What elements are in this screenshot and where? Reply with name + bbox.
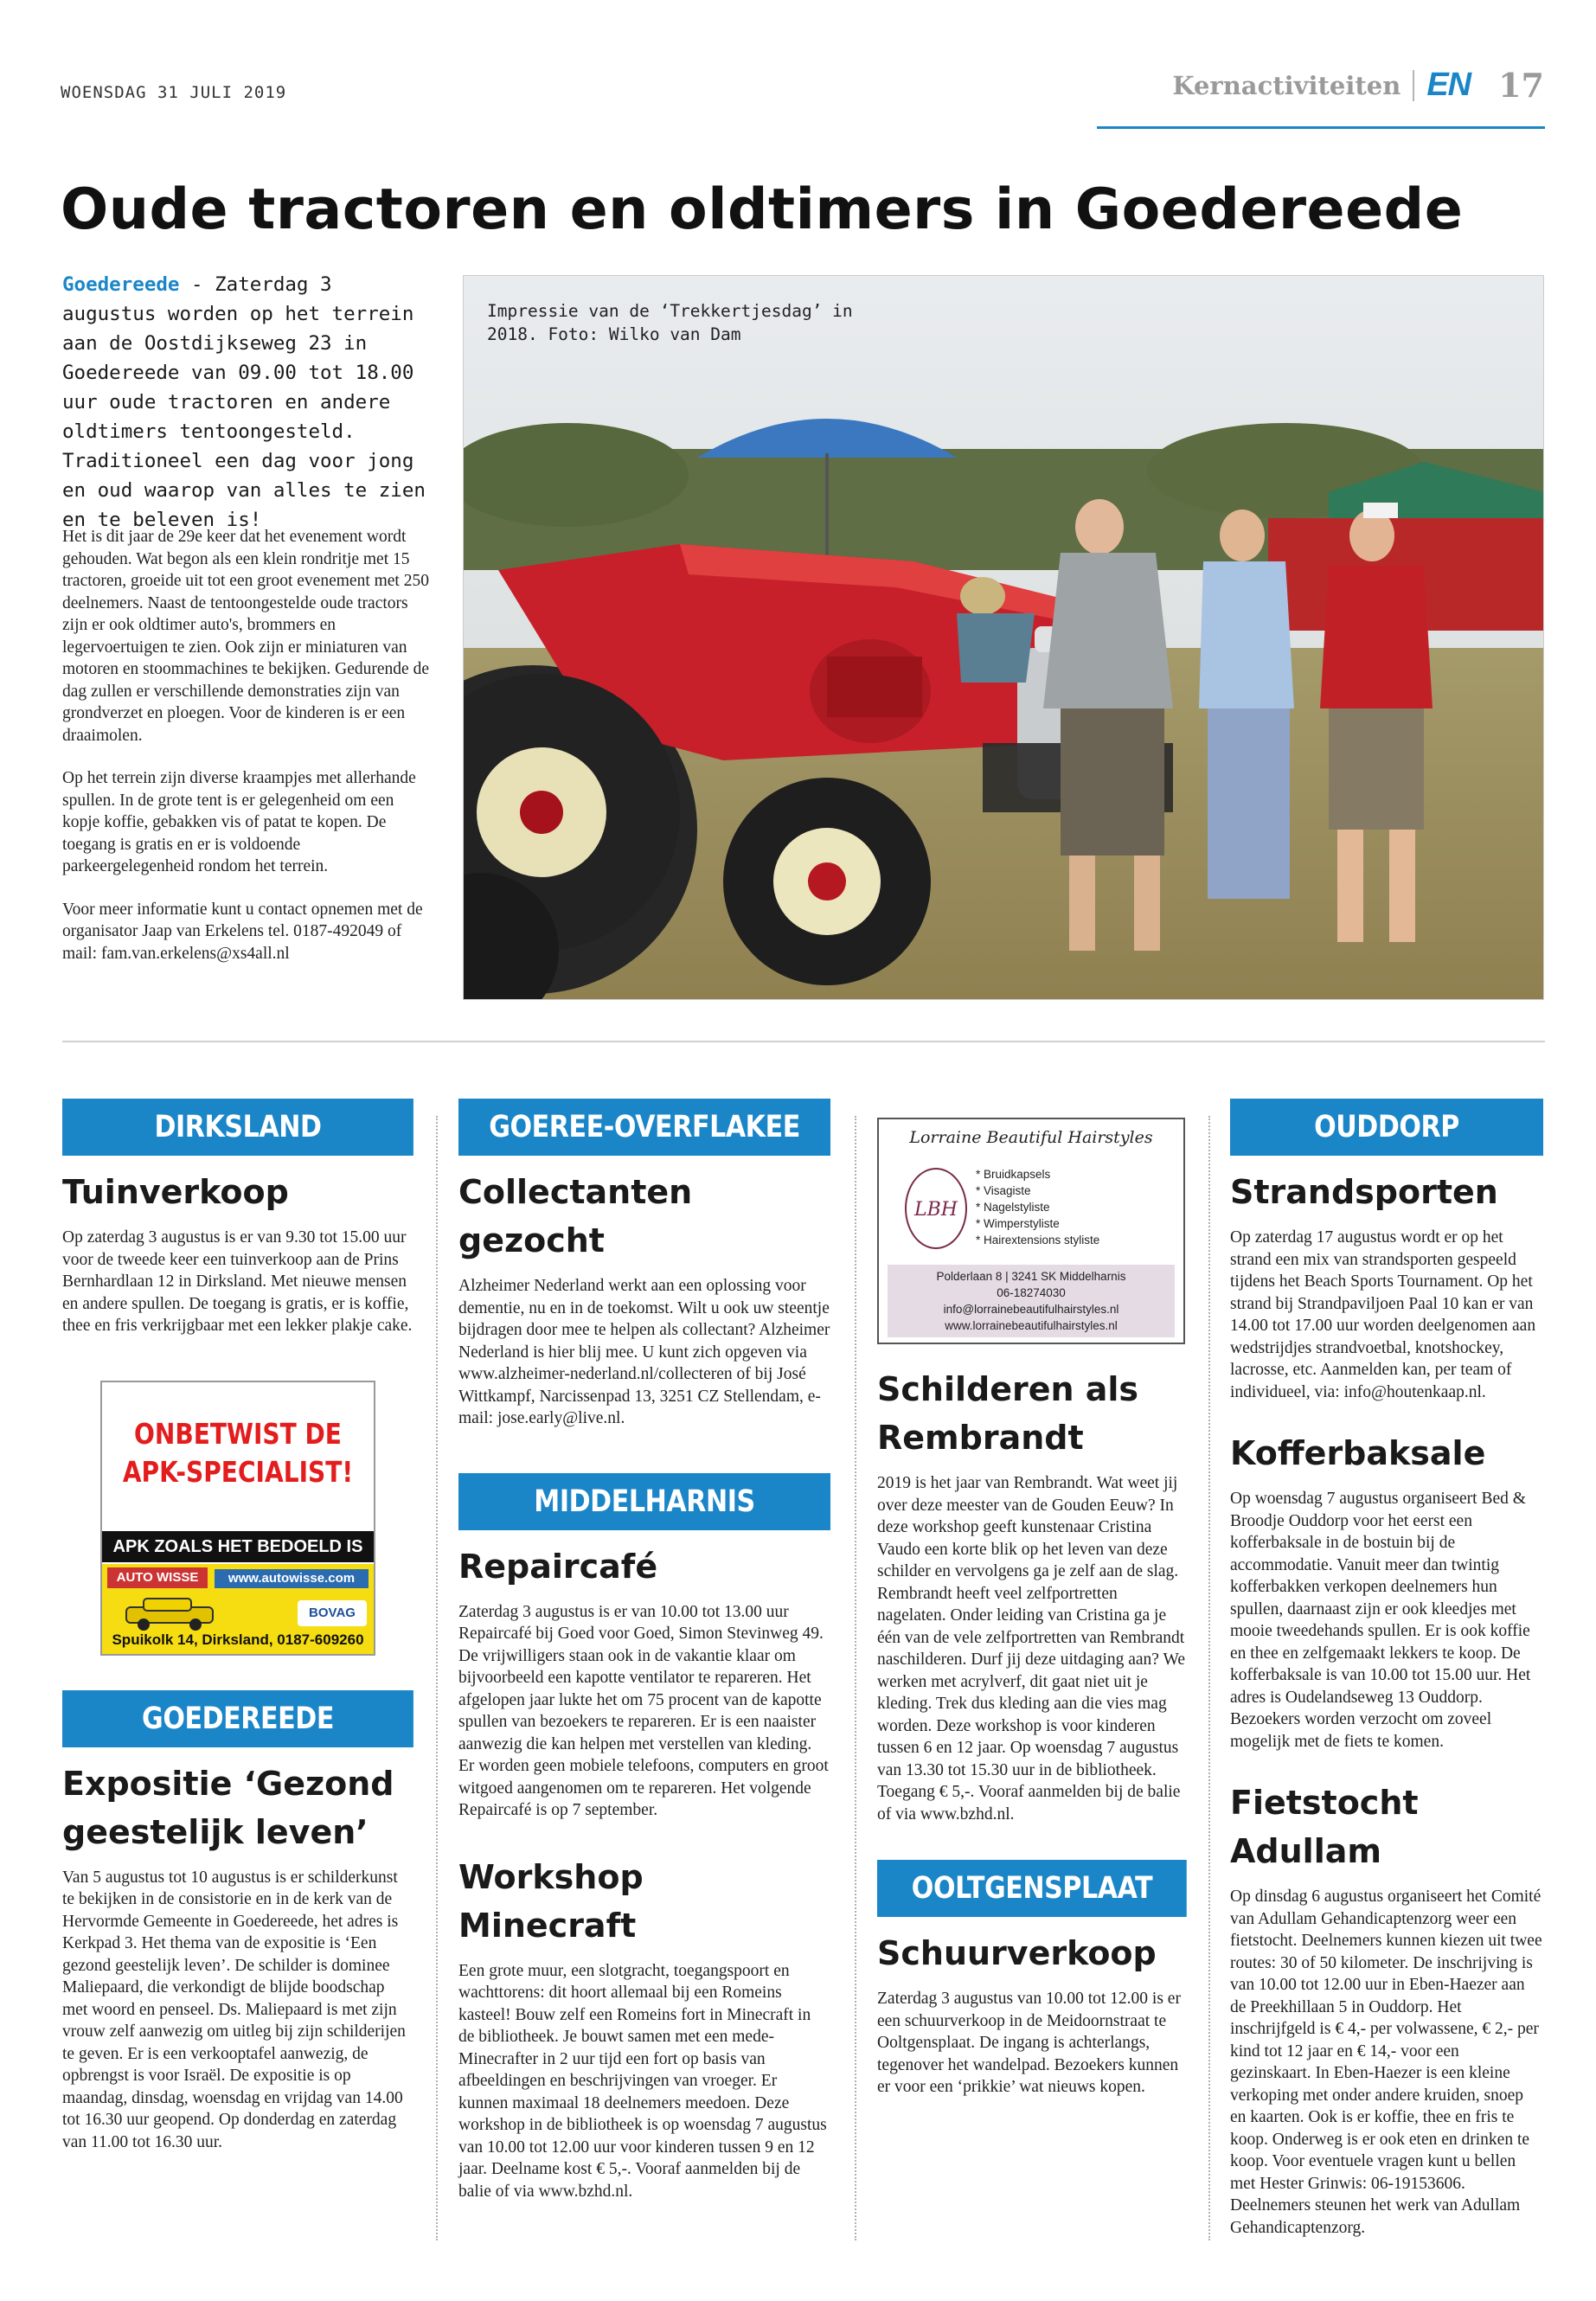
region-banner-label: DIRKSLAND [62, 1099, 413, 1156]
region-banner-label: MIDDELHARNIS [458, 1473, 830, 1530]
article-body [62, 526, 434, 985]
contact-block [888, 1265, 1175, 1337]
header-rule [1097, 126, 1545, 129]
article-title: Schuurverkoop [877, 1934, 1157, 1972]
article-paragraph: Op het terrein zijn diverse kraampjes met allerhande spullen. In de grote tent is er gelegenheid om een kopje koffie, gebakken vis of patat te kopen. De toegang is gratis en er is voldoende parkeergelegenheid rondom het terrein. [62, 769, 416, 875]
region-banner-goedereede [62, 1690, 413, 1747]
ad-headline: ONBETWIST DE APK-SPECIALIST! [122, 1416, 354, 1489]
lorraine-advertisement[interactable] [877, 1118, 1185, 1344]
lead-text: - Zaterdag 3 augustus worden op het terrein aan de Oostdijkseweg 23 in Goedereede van 09.00 tot 18.00 uur oude tractoren en andere oldtimers tentoongesteld. Traditioneel een dag voor jong en oud waarop van alles te zien en te beleven is! [62, 273, 426, 531]
issue-date: WOENSDAG 31 JULI 2019 [61, 83, 287, 102]
region-banner-label: OOLTGENSPLAAT [877, 1860, 1187, 1917]
article-text: Alzheimer Nederland werkt aan een oplossing voor dementie, nu en in de toekomst. Wilt u ook uw steentje bijdragen door mee te helpen als collectant? Alzheimer Nederland is hier blij mee. U kunt zich opgeven via www.alzheimer-nederland.nl/collecteren of bij José Wittkampf, Narcissenpad 13, 3251 CZ Stellendam, e-mail: jose.early@live.nl. [458, 1277, 830, 1427]
bovag-logo: BOVAG [298, 1600, 367, 1626]
page-number: 17 [1498, 66, 1544, 105]
ad-address: Spuikolk 14, Dirksland, 0187-609260 [112, 1631, 364, 1648]
article-title: Kofferbaksale [1230, 1434, 1486, 1472]
article-text: 2019 is het jaar van Rembrandt. Wat weet jij over deze meester van de Gouden Eeuw? In deze workshop geeft kunstenaar Cristina Vaudo een korte blik op het leven van deze schilder en vervolgens ga je zelf aan de slag. Rembrandt heeft veel zelfportretten nagelaten. Onder leiding van Cristina ga je één van de vele zelfportretten van Rembrandt naschilderen. Durf jij deze uitdaging aan? We werken met acrylverf, dit gaat niet uit je kleding. Trek dus kleding aan die vies mag worden. Deze workshop is voor kinderen tussen 6 en 12 jaar. Op woensdag 7 augustus van 13.30 tot 15.30 uur in de bibliotheek. Toegang € 5,-. Vooraf aanmelden bij de balie of via www.bzhd.nl. [877, 1474, 1185, 1823]
service-item: * Hairextensions styliste [976, 1234, 1100, 1247]
page-header-right [1172, 66, 1544, 105]
ad-brand-logo: AUTO WISSE [107, 1567, 208, 1588]
tractor-photo [463, 275, 1544, 1000]
tractor-photo-illustration [464, 276, 1544, 1000]
article-title: Tuinverkoop [62, 1173, 289, 1211]
column-rule [436, 1116, 438, 2240]
article-text: Op dinsdag 6 augustus organiseert het Comité van Adullam Gehandicaptenzorg weer een fietstocht. Deelnemers kunnen kiezen uit twee routes: 30 of 50 kilometer. De inschrijving is van 10.00 tot 12.00 uur in Eben-Haezer aan de Preekhillaan 5 in Ouddorp. Het inschrijfgeld is € 4,- per volwassene, € 2,- per kind tot 12 jaar en € 14,- voor een gezinskaart. In Eben-Haezer is een kleine verkoping met onder andere kruiden, snoep en kaarten. Ook is er koffie, thee en fris te koop. Onderweg is er ook eten en drinken te koop. Voor eventuele vragen kunt u bellen met Hester Grinwis: 06-19153606. Deelnemers steunen het werk van Adullam Gehandicaptenzorg. [1230, 1888, 1542, 2237]
article-title: Fietstocht Adullam [1230, 1784, 1419, 1870]
services-list [976, 1166, 1099, 1248]
ad-email[interactable]: info@lorrainebeautifulhairstyles.nl [943, 1303, 1119, 1316]
article-title: Strandsporten [1230, 1173, 1498, 1211]
ad-website: www.autowisse.com [215, 1569, 369, 1588]
article-text: Zaterdag 3 augustus is er van 10.00 tot 13.00 uur Repaircafé bij Goed voor Goed, Simon Stevinweg 49. De vrijwilligers staan ook in de vakantie klaar om bijvoorbeeld een kapotte ventilator te repareren. Het afgelopen jaar lukte het om 75 procent van de kapotte spullen van bezoekers te repareren. Er is een naaister aanwezig die kan helpen met verstellen van kleding. Er worden geen mobiele telefoons, computers en groot witgoed aangenomen om te repareren. Het volgende Repaircafé is op 7 september. [458, 1602, 829, 1819]
ad-yellow-panel [102, 1564, 374, 1654]
column-rembrandt-ooltgensplaat [877, 1099, 1187, 2099]
section-name: Kernactiviteiten [1172, 70, 1401, 100]
article-title: Schilderen als Rembrandt [877, 1370, 1139, 1457]
region-banner-middelharnis [458, 1473, 830, 1530]
column-dirksland-goedereede [62, 1099, 413, 2153]
article-text: Van 5 augustus tot 10 augustus is er schilderkunst te bekijken in de consistorie en in de kerk van de Hervormde Gemeente in Goedereede, het adres is Kerkpad 3. Het thema van de expositie is ‘Een gezond geestelijk leven’. De schilder is dominee Maliepaard, die verkondigt de blijde boodschap met woord en penseel. Ds. Maliepaard is met zijn vrouw zelf aanwezig om uitleg bij zijn schilderijen te geven. Er is een verkooptafel aanwezig, de opbrengst is voor Israël. De expositie is op maandag, dinsdag, woensdag en vrijdag van 14.00 tot 16.30 uur geopend. Op donderdag en zaterdag van 11.00 tot 16.30 uur. [62, 1868, 406, 2151]
article-text: Een grote muur, een slotgracht, toegangspoort en wachttorens: dit hoort allemaal bij een Romeins kasteel! Bouw zelf een Romeins fort in Minecraft in de bibliotheek. Je bouwt samen met een mede-Minecrafter in 2 uur tijd een fort op basis van afbeeldingen en beschrijvingen van vroeger. Er kunnen maximaal 18 deelnemers meedoen. Deze workshop in de bibliotheek is op woensdag 7 augustus van 10.00 tot 12.00 uur voor kinderen tussen 9 en 12 jaar. Deelname kost € 5,-. Vooraf aanmelden bij de balie of via www.bzhd.nl. [458, 1961, 827, 2201]
logo-monogram: LBH [914, 1199, 958, 1221]
newspaper-logo: EN [1426, 67, 1471, 103]
main-headline: Oude tractoren en oldtimers in Goedereede [61, 177, 1464, 242]
photo-caption: Impressie van de ‘Trekkertjesdag’ in 2018. Foto: Wilko van Dam [487, 301, 853, 344]
column-ouddorp [1230, 1099, 1543, 2239]
lead-place: Goedereede [62, 273, 180, 296]
article-paragraph: Voor meer informatie kunt u contact opnemen met de organisator Jaap van Erkelens tel. 0187-492049 of mail: fam.van.erkelens@xs4all.nl [62, 900, 423, 963]
section-divider [62, 1041, 1545, 1042]
article-text: Op zaterdag 17 augustus wordt er op het strand een mix van strandsporten gespeeld tijdens het Beach Sports Tournament. Op het strand bij Strandpaviljoen Paal 10 kan er van 14.00 tot 17.00 uur worden deelgenomen aan wedstrijdjes strandvoetbal, knotshockey, lacrosse, etc. Aanmelden kan, per team of individueel, via: info@houtenkaap.nl. [1230, 1228, 1536, 1401]
ad-address: Polderlaan 8 | 3241 SK Middelharnis [936, 1270, 1126, 1283]
region-banner-label: GOEREE-OVERFLAKEE [458, 1099, 830, 1156]
article-title: Repaircafé [458, 1547, 658, 1586]
region-banner-goeree-overflakee [458, 1099, 830, 1156]
article-title: Expositie ‘Gezond geestelijk leven’ [62, 1764, 394, 1851]
ad-phone: 06-18274030 [997, 1286, 1066, 1299]
article-text: Op zaterdag 3 augustus is er van 9.30 tot 15.00 uur voor de tweede keer een tuinverkoop aan de Prins Bernhardlaan 12 in Dirksland. Met nieuwe mensen en andere spullen. De toegang is gratis, er is koffie, thee en fris verkrijgbaar met een lekker plakje cake. [62, 1228, 413, 1335]
region-banner-ouddorp [1230, 1099, 1543, 1156]
article-paragraph: Het is dit jaar de 29e keer dat het evenement wordt gehouden. Wat begon als een klein rondritje met 15 tractoren, groeide uit tot een groot evenement met 250 deelnemers. Naast de tentoongestelde oude tractors zijn er ook oldtimer auto's, brommers en legervoertuigen te zien. Ook zijn er miniaturen van motoren en stoommachines te bekijken. Gedurende de dag zullen er verschillende demonstraties zijn van grondverzet en ploegen. Voor de kinderen is er een draaimolen. [62, 528, 429, 745]
service-item: * Bruidkapsels [976, 1168, 1051, 1181]
lbh-monogram-logo [905, 1168, 967, 1249]
service-item: * Nagelstyliste [976, 1201, 1050, 1214]
column-rule [1208, 1116, 1210, 2240]
article-lead [62, 270, 426, 535]
ad-title: Lorraine Beautiful Hairstyles [909, 1128, 1153, 1147]
article-title: Workshop Minecraft [458, 1857, 644, 1945]
region-banner-label: OUDDORP [1230, 1099, 1543, 1156]
article-text: Zaterdag 3 augustus van 10.00 tot 12.00 is er een schuurverkoop in de Meidoornstraat te Ooltgensplaat. De ingang is achterlangs, tegenover het wandelpad. Bezoekers kunnen er voor een ‘prikkie’ wat nieuws kopen. [877, 1990, 1181, 2096]
article-title: Collectanten gezocht [458, 1173, 693, 1259]
header-separator [1413, 70, 1414, 101]
region-banner-label: GOEDEREEDE [62, 1690, 413, 1747]
article-text: Op woensdag 7 augustus organiseert Bed & Broodje Ouddorp voor het eerst een kofferbaksale in de bostuin bij de accommodatie. Vanuit meer dan twintig kofferbakken verkopen deelnemers hun spullen, daarnaast zijn er ook kleedjes met mooie tweedehands spullen. Er is ook koffie en thee en zelfgemaakt lekkers te koop. De kofferbaksale is van 10.00 tot 15.00 uur. Het adres is Oudelandseweg 13 Ouddorp. Bezoekers worden verzocht om zoveel mogelijk met de fiets te komen. [1230, 1490, 1531, 1751]
ad-slogan: APK ZOALS HET BEDOELD IS [102, 1531, 374, 1562]
region-banner-dirksland [62, 1099, 413, 1156]
service-item: * Wimperstyliste [976, 1217, 1060, 1230]
service-item: * Visagiste [976, 1184, 1031, 1197]
apk-advertisement[interactable] [100, 1381, 375, 1656]
region-banner-ooltgensplaat [877, 1860, 1187, 1917]
column-rule [855, 1116, 856, 2240]
car-icon [118, 1595, 221, 1631]
column-goeree-middelharnis [458, 1099, 830, 2202]
ad-website[interactable]: www.lorrainebeautifulhairstyles.nl [945, 1319, 1118, 1332]
